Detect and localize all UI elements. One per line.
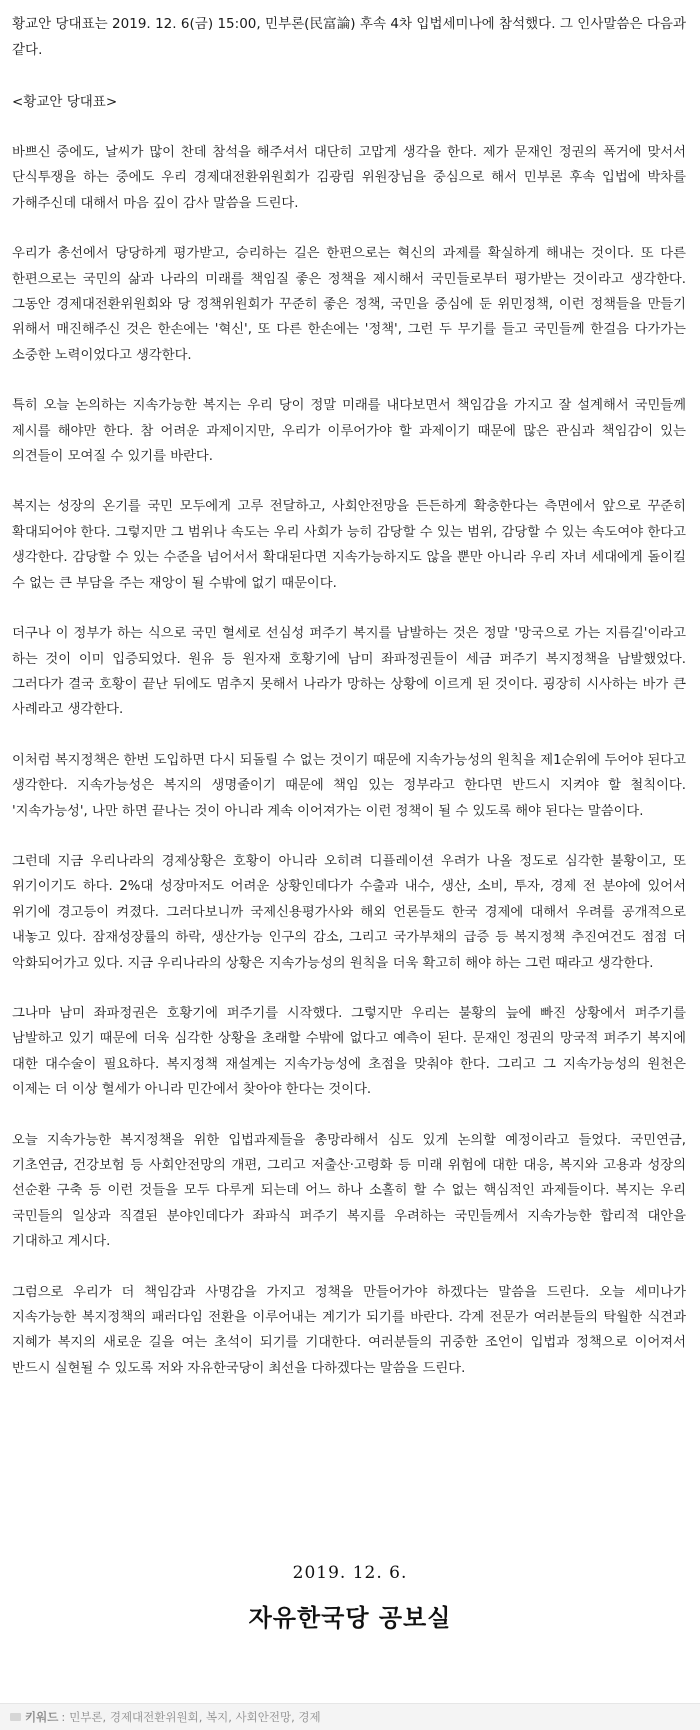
keyword-separator: : bbox=[61, 1710, 66, 1724]
keyword-label: 키워드 bbox=[25, 1710, 59, 1724]
speech-paragraph-8: 그나마 남미 좌파정권은 호황기에 퍼주기를 시작했다. 그렇지만 우리는 불황의 늪에 빠진 상황에서 퍼주기를 남발하고 있기 때문에 더욱 심각한 상황을 초래할 수밖에 없다고 예측이 된다. 문재인 정권의 망국적 퍼주기 복지에 대한 대수술이 필요하다. 복지정책 재설계는 지속가능성에 초점을 맞춰야 한다. 그리고 그 지속가능성의 원천은 이제는 더 이상 혈세가 아니라 민간에서 찾아야 한다는 것이다. bbox=[12, 1005, 686, 1098]
release-date: 2019. 12. 6. bbox=[292, 1563, 408, 1583]
issuing-office: 자유한국당 공보실 bbox=[248, 1604, 452, 1632]
speech-paragraph-10: 그럼으로 우리가 더 책임감과 사명감을 가지고 정책을 만들어가야 하겠다는 말씀을 드린다. 오늘 세미나가 지속가능한 복지정책의 패러다임 전환을 이루어내는 계기가 되기를 바란다. 각계 전문가 여러분들의 탁월한 식견과 지혜가 복지의 새로운 길을 여는 초석이 되기를 기대한다. 여러분들의 귀중한 조언이 입법과 정책으로 이어져서 반드시 실현될 수 있도록 저와 자유한국당이 최선을 다하겠다는 말씀을 드린다. bbox=[12, 1284, 686, 1376]
speech-paragraph-6: 이처럼 복지정책은 한번 도입하면 다시 되돌릴 수 없는 것이기 때문에 지속가능성의 원칙을 제1순위에 두어야 된다고 생각한다. 지속가능성은 복지의 생명줄이기 때문에 책임 있는 정부라고 한다면 반드시 지켜야 할 철칙이다. '지속가능성', 나만 하면 끝나는 것이 아니라 계속 이어져가는 이런 정책이 될 수 있도록 해야 된다는 말씀이다. bbox=[12, 752, 686, 819]
keyword-list[interactable]: 민부론, 경제대전환위원회, 복지, 사회안전망, 경제 bbox=[69, 1710, 321, 1724]
tag-icon bbox=[10, 1713, 21, 1721]
speech-paragraph-4: 복지는 성장의 온기를 국민 모두에게 고루 전달하고, 사회안전망을 든든하게 확충한다는 측면에서 앞으로 꾸준히 확대되어야 한다. 그렇지만 그 범위나 속도는 우리 사회가 능히 감당할 수 있는 범위, 감당할 수 있는 속도여야 한다고 생각한다. 감당할 수 있는 수준을 넘어서서 확대된다면 지속가능하지도 않을 뿐만 아니라 우리 자녀 세대에게 돌이킬 수 없는 큰 부담을 주는 재앙이 될 수밖에 없기 때문이다. bbox=[12, 499, 686, 591]
keyword-bar bbox=[0, 1703, 700, 1730]
speech-paragraph-9: 오늘 지속가능한 복지정책을 위한 입법과제들을 총망라해서 심도 있게 논의할 예정이라고 들었다. 국민연금, 기초연금, 건강보험 등 사회안전망의 개편, 그리고 저출산·고령화 등 미래 위험에 대한 대응, 복지와 고용과 성장의 선순환 구축 등 이런 것들을 모두 다루게 되는데 어느 하나 소홀히 할 수 없는 핵심적인 과제들이다. 복지는 우리 국민들의 일상과 직결된 분야인데다가 좌파식 퍼주기 복지를 우려하는 국민들께서 지속가능한 합리적 대안을 기대하고 계시다. bbox=[12, 1132, 686, 1250]
speech-paragraph-2: 우리가 총선에서 당당하게 평가받고, 승리하는 길은 한편으로는 혁신의 과제를 확실하게 해내는 것이다. 또 다른 한편으로는 국민의 삶과 나라의 미래를 책임질 좋은 정책을 제시해서 국민들로부터 평가받는 것이라고 생각한다. 그동안 경제대전환위원회와 당 정책위원회가 꾸준히 좋은 정책, 국민을 중심에 둔 위민정책, 이런 정책들을 만들기 위해서 매진해주신 것은 한손에는 '혁신', 또 다른 한손에는 '정책', 그런 두 무기를 들고 국민들께 한걸음 다가가는 소중한 노력이었다고 생각한다. bbox=[12, 246, 686, 363]
intro-text: 황교안 당대표는 2019. 12. 6(금) 15:00, 민부론(民富論) 후속 4차 입법세미나에 참석했다. 그 인사말씀은 다음과 같다. bbox=[12, 16, 686, 58]
speech-paragraph-3: 특히 오늘 논의하는 지속가능한 복지는 우리 당이 정말 미래를 내다보면서 책임감을 가지고 잘 설계해서 국민들께 제시를 해야만 한다. 참 어려운 과제이지만, 우리가 이루어가야 할 과제이기 때문에 많은 관심과 책임감이 있는 의견들이 모여질 수 있기를 바란다. bbox=[12, 398, 686, 465]
speech-paragraph-7: 그런데 지금 우리나라의 경제상황은 호황이 아니라 오히려 디플레이션 우려가 나올 정도로 심각한 불황이고, 또 위기이기도 하다. 2%대 성장마저도 어려운 상황인데다가 수출과 내수, 생산, 소비, 투자, 경제 전 분야에 있어서 위기에 경고등이 켜졌다. 그러다보니까 국제신용평가사와 해외 언론들도 한국 경제에 대해서 우려를 공개적으로 내놓고 있다. 잠재성장률의 하락, 생산가능 인구의 감소, 그리고 국가부채의 급증 등 복지정책 추진여건도 점점 더 악화되어가고 있다. 지금 우리나라의 상황은 지속가능성의 원칙을 더욱 확고히 해야 하는 그런 때라고 생각한다. bbox=[12, 853, 686, 971]
speech-paragraph-5: 더구나 이 정부가 하는 식으로 국민 혈세로 선심성 퍼주기 복지를 남발하는 것은 정말 '망국으로 가는 지름길'이라고 하는 것이 이미 입증되었다. 원유 등 원자재 호황기에 남미 좌파정권들이 세금 퍼주기 복지정책을 남발했었다. 그러다가 결국 호황이 끝난 뒤에도 멈추지 못해서 나라가 망하는 상황에 이르게 된 것이다. 굉장히 시사하는 바가 큰 사례라고 생각한다. bbox=[12, 626, 686, 718]
speech-paragraph-1: 바쁘신 중에도, 날씨가 많이 찬데 참석을 해주셔서 대단히 고맙게 생각을 한다. 제가 문재인 정권의 폭거에 맞서서 단식투쟁을 하는 중에도 우리 경제대전환위원회가 김광림 위원장님을 중심으로 해서 민부론 후속 입법에 박차를 가해주신데 대해서 마음 깊이 감사 말씀을 드린다. bbox=[12, 145, 686, 211]
speaker-heading: <황교안 당대표> bbox=[12, 94, 118, 110]
